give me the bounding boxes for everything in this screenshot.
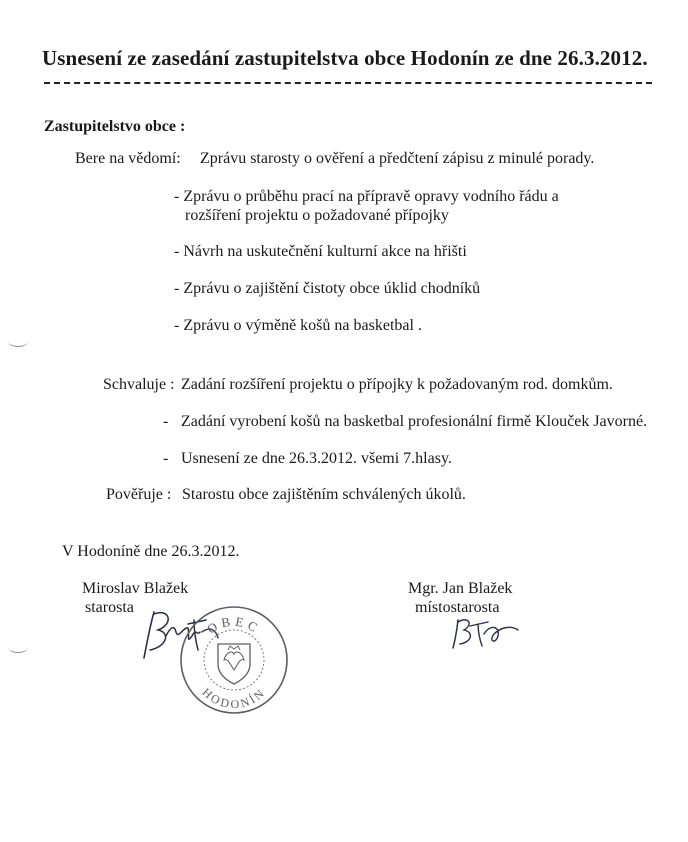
- bere-item-2: - Návrh na uskutečnění kulturní akce na hřišti: [174, 243, 467, 260]
- bere-item-4: - Zprávu o výměně košů na basketbal .: [174, 317, 422, 334]
- bere-item-3: - Zprávu o zajištění čistoty obce úklid chodníků: [174, 280, 481, 297]
- schvaluje-label: Schvaluje :: [103, 376, 175, 393]
- mayor-role: starosta: [85, 599, 134, 616]
- place-date: V Hodoníně dne 26.3.2012.: [62, 543, 240, 560]
- deputy-mayor-name: Mgr. Jan Blažek: [408, 580, 513, 597]
- deputy-mayor-signature-icon: [448, 612, 522, 652]
- bere-item-1-continued: rozšíření projektu o požadované přípojky: [185, 207, 449, 224]
- deputy-mayor-role: místostarosta: [415, 599, 500, 616]
- hole-punch-mark: [8, 642, 28, 653]
- bere-label: Bere na vědomí:: [75, 150, 181, 167]
- schvaluje-first-item: Zadání rozšíření projektu o přípojky k požadovaným rod. domkům.: [181, 376, 613, 393]
- schvaluje-item-2: Usnesení ze dne 26.3.2012. všemi 7.hlasy.: [181, 450, 452, 467]
- council-heading: Zastupitelstvo obce :: [44, 118, 186, 135]
- bere-item-1: - Zprávu o průběhu prací na přípravě opravy vodního řádu a: [174, 188, 559, 205]
- stamp-bottom-text: HODONÍN: [199, 685, 269, 712]
- svg-text:OBEC: [204, 614, 263, 637]
- bere-first-item: Zprávu starosty o ověření a předčtení zápisu z minulé porady.: [200, 150, 595, 167]
- schvaluje-item-1: Zadání vyrobení košů na basketbal profesionální firmě Klouček Javorné.: [181, 413, 648, 430]
- municipal-stamp-icon: [178, 604, 290, 716]
- document-title: Usnesení ze zasedání zastupitelstva obce Hodonín ze dne 26.3.2012.: [42, 46, 648, 70]
- schvaluje-dash-1: -: [163, 413, 169, 430]
- hole-punch-mark: [8, 336, 28, 347]
- dashed-separator: [44, 82, 652, 84]
- poveruje-text: Starostu obce zajištěním schválených úkolů.: [182, 486, 466, 503]
- poveruje-label: Pověřuje :: [106, 486, 172, 503]
- stamp-top-text: OBEC: [204, 613, 264, 637]
- schvaluje-dash-2: -: [163, 450, 169, 467]
- mayor-name: Miroslav Blažek: [82, 580, 189, 597]
